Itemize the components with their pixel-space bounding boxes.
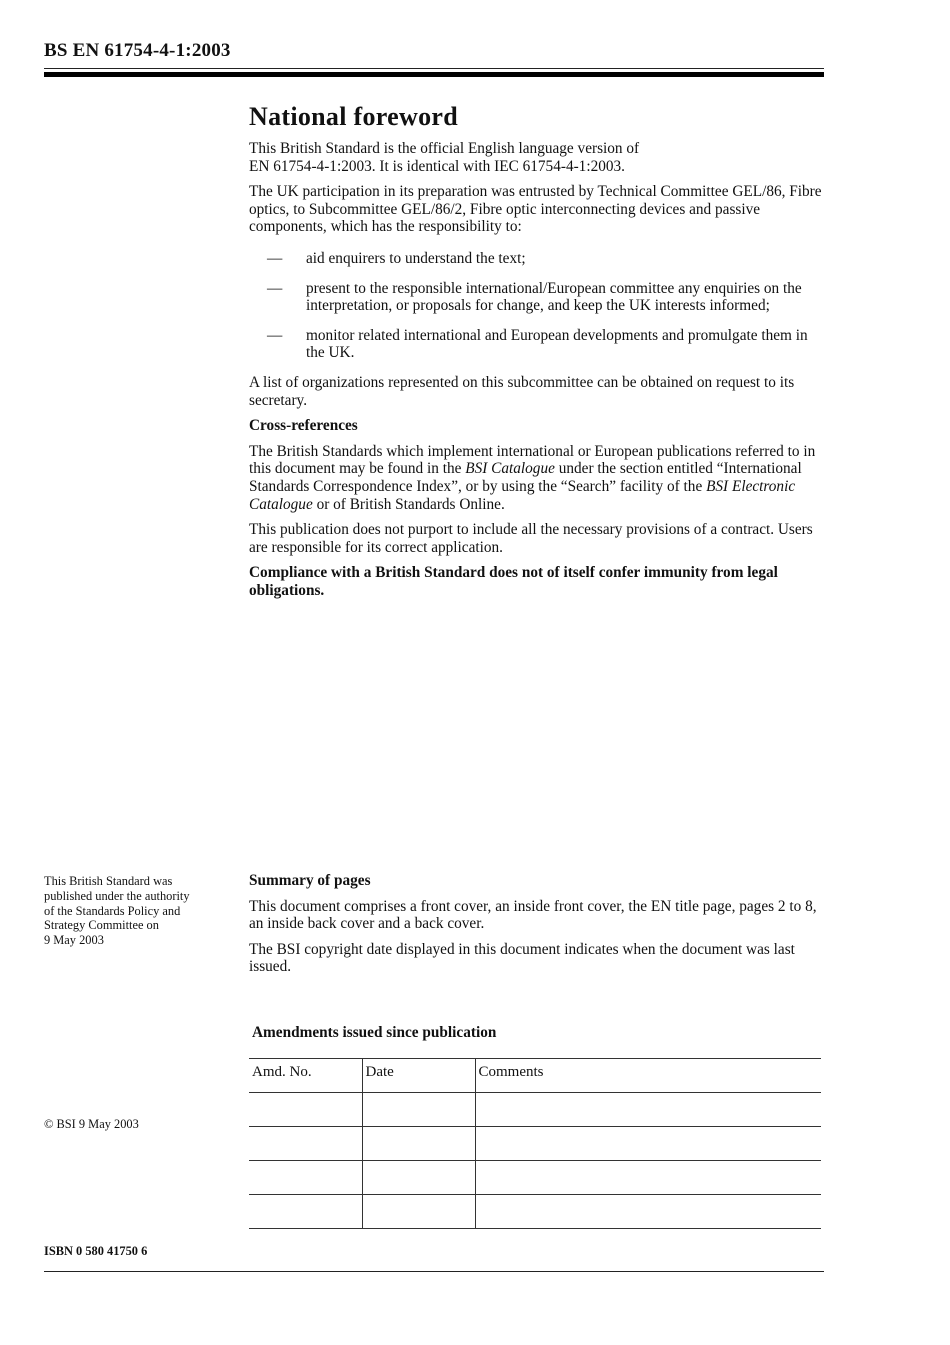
table-cell: [475, 1127, 821, 1161]
copyright-date-paragraph: The BSI copyright date displayed in this document indicates when the document was last issued.: [249, 940, 795, 976]
amendments-table: [249, 1058, 821, 1229]
cross-references-paragraph: [249, 443, 827, 513]
list-item: [249, 327, 827, 362]
table-cell: [362, 1127, 475, 1161]
table-cell: [475, 1195, 821, 1229]
header-divider-thin: [44, 68, 824, 69]
standard-code: BS EN 61754-4-1:2003: [44, 40, 231, 61]
bsi-electronic-catalogue-title: BSI Electronic Catalogue: [249, 477, 796, 513]
compliance-statement: Compliance with a British Standard does not of itself confer immunity from legal obligations.: [249, 564, 778, 599]
cross-references-heading: Cross-references: [249, 417, 358, 435]
provisions-paragraph: This publication does not purport to include all the necessary provisions of a contract. Users are responsible for its correct application.: [249, 521, 813, 556]
summary-heading: Summary of pages: [249, 872, 371, 889]
intro-line-2: EN 61754-4-1:2003. It is identical with IEC 61754-4-1:2003.: [249, 157, 625, 175]
table-row: [249, 1093, 821, 1127]
table-cell: [362, 1093, 475, 1127]
bsi-catalogue-title: BSI Catalogue: [465, 460, 555, 478]
note-line: of the Standards Policy and: [44, 903, 181, 918]
list-item: [249, 250, 827, 268]
table-row: [249, 1161, 821, 1195]
table-header-row: [249, 1059, 821, 1093]
national-foreword-section: [249, 102, 827, 607]
copyright-notice: © BSI 9 May 2003: [44, 1117, 139, 1131]
table-cell: [249, 1195, 362, 1229]
participation-paragraph: The UK participation in its preparation was entrusted by Technical Committee GEL/86, Fibre optics, to Subcommittee GEL/86/2, Fibre optic interconnecting devices and passive components, which has the responsibility to:: [249, 183, 822, 236]
amendments-title: Amendments issued since publication: [252, 1024, 497, 1041]
list-item-text: aid enquirers to understand the text;: [306, 249, 526, 267]
table-cell: [249, 1161, 362, 1195]
isbn-number: ISBN 0 580 41750 6: [44, 1244, 148, 1258]
table-row: [249, 1127, 821, 1161]
summary-of-pages-section: [249, 872, 827, 984]
note-line: This British Standard was: [44, 874, 173, 888]
list-item-text: present to the responsible international/European committee any enquiries on the interpretation, or proposals for change, and keep the UK interests informed;: [306, 279, 802, 315]
note-line: Strategy Committee on: [44, 918, 159, 933]
dash-marker: —: [267, 249, 283, 267]
footer-divider: [44, 1271, 824, 1272]
list-item: [249, 280, 827, 315]
summary-pages-paragraph: This document comprises a front cover, an inside front cover, the EN title page, pages 2 to 8, an inside back cover and a back cover.: [249, 897, 817, 933]
organizations-paragraph: A list of organizations represented on this subcommittee can be obtained on request to its secretary.: [249, 373, 795, 409]
table-row: [249, 1195, 821, 1229]
cross-ref-text-2: under the section entitled “International Standards Correspondence Index”, or by using the “Search” facility of the: [249, 460, 802, 495]
cross-ref-text-1: The British Standards which implement international or European publications referred to in this document may be found in the: [249, 442, 816, 478]
column-header-date: Date: [362, 1059, 475, 1093]
dash-marker: —: [267, 279, 283, 297]
publication-authority-note: [44, 874, 228, 948]
table-cell: [362, 1195, 475, 1229]
table-cell: [475, 1093, 821, 1127]
dash-marker: —: [267, 326, 283, 344]
table-cell: [362, 1161, 475, 1195]
responsibilities-list: [249, 250, 827, 362]
note-line: 9 May 2003: [44, 933, 104, 948]
intro-line-1: This British Standard is the official English language version of: [249, 140, 640, 157]
note-line: published under the authority: [44, 888, 190, 903]
list-item-text: monitor related international and European developments and promulgate them in the UK.: [306, 326, 808, 362]
table-cell: [249, 1127, 362, 1161]
table-cell: [249, 1093, 362, 1127]
page-title: National foreword: [249, 102, 458, 131]
table-cell: [475, 1161, 821, 1195]
header-divider-thick: [44, 72, 824, 77]
column-header-comments: Comments: [475, 1059, 821, 1093]
cross-ref-text-3: or of British Standards Online.: [312, 495, 505, 513]
column-header-amd-no: Amd. No.: [249, 1059, 362, 1093]
